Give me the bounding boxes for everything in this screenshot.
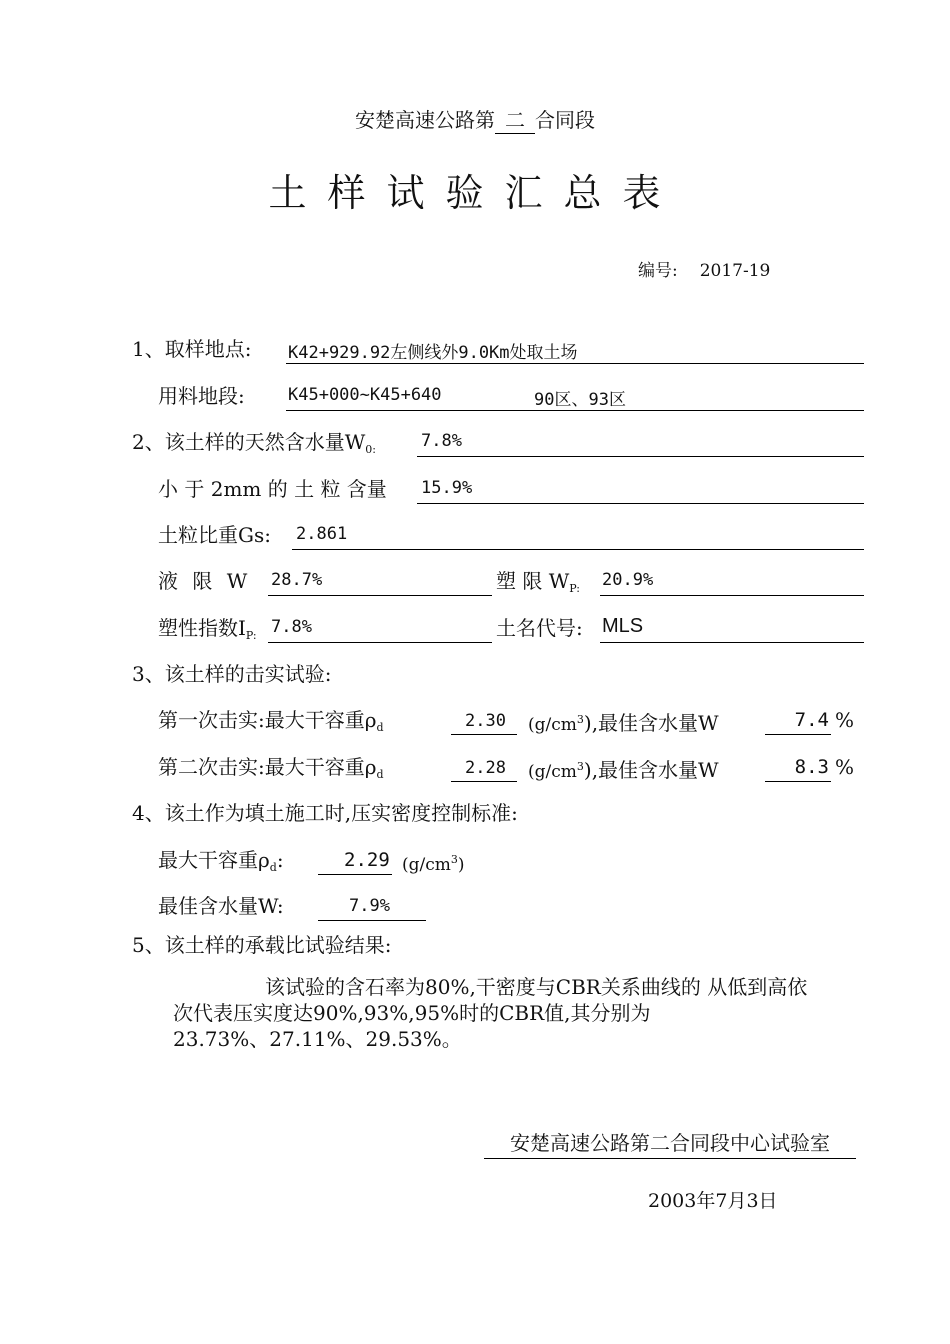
- sampling-location-value: K42+929.92左侧线外9.0Km处取土场: [288, 343, 578, 363]
- trial2-percent: %: [835, 755, 855, 779]
- fines-content-label: 小 于 2mm 的 土 粒 含量: [158, 477, 387, 501]
- cbr-heading: 5、该土样的承载比试验结果:: [132, 933, 392, 957]
- project-suffix: 合同段: [535, 108, 595, 132]
- soil-code-value: MLS: [602, 615, 644, 637]
- material-section-label: 用料地段:: [158, 384, 245, 408]
- std-density-sub: d: [269, 861, 277, 874]
- material-section-field: [286, 383, 864, 411]
- cbr-result-paragraph: [173, 974, 863, 1052]
- project-heading: [0, 104, 950, 134]
- std-density-field: [318, 847, 392, 875]
- contract-number: 二: [495, 104, 535, 134]
- natural-moisture-text: 2、该土样的天然含水量W: [132, 430, 366, 454]
- trial2-unit-sup: 3: [576, 760, 584, 773]
- trial2-unit: [528, 754, 719, 785]
- std-unit-open: (g/cm: [402, 855, 451, 875]
- std-unit-close: ): [457, 855, 465, 875]
- trial1-density-field: [451, 707, 517, 735]
- trial1-density-sub: d: [376, 721, 384, 734]
- project-prefix: 安楚高速公路第: [355, 108, 495, 132]
- material-section-value: K45+000~K45+640: [288, 385, 442, 405]
- specific-gravity-value: 2.861: [296, 524, 348, 544]
- trial1-unit-sup: 3: [576, 713, 584, 726]
- page-title: 土样试验汇总表: [268, 171, 682, 215]
- lab-signature: 安楚高速公路第二合同段中心试验室: [484, 1127, 856, 1159]
- std-density-colon: :: [276, 848, 284, 872]
- plastic-limit-value: 20.9%: [602, 570, 654, 590]
- trial2-label: 第二次击实:最大干容重ρ: [158, 755, 377, 779]
- cbr-line-1: 该试验的含石率为80%,干密度与CBR关系曲线的 从低到高依: [265, 975, 808, 999]
- sampling-location-field: [286, 336, 864, 364]
- liquid-limit-value: 28.7%: [271, 570, 323, 590]
- trial1-moisture-value: 7.4: [794, 709, 829, 731]
- std-density-value: 2.29: [344, 849, 390, 871]
- soil-code-label: 土名代号:: [496, 616, 583, 640]
- doc-no-value: 2017-19: [699, 261, 771, 281]
- plastic-limit-field: [600, 568, 864, 596]
- plasticity-index-label: [158, 615, 257, 649]
- plasticity-index-text: 塑性指数I: [158, 616, 246, 640]
- plasticity-index-value: 7.8%: [271, 617, 312, 637]
- document-number: [638, 256, 770, 281]
- trial1-unit-open: (g/cm: [528, 715, 577, 735]
- zones-value: 90区、93区: [534, 390, 626, 410]
- plastic-limit-sub: P:: [569, 582, 580, 595]
- plastic-limit-text: 塑 限 W: [496, 569, 570, 593]
- natural-moisture-sub: 0:: [365, 443, 376, 456]
- fines-content-value: 15.9%: [421, 478, 473, 498]
- plastic-limit-label: [496, 568, 580, 602]
- trial1-density-value: 2.30: [465, 711, 506, 731]
- specific-gravity-field: [292, 522, 864, 550]
- trial1-moisture-field: [765, 707, 831, 735]
- natural-moisture-label: [132, 429, 376, 463]
- compaction-standard-heading: 4、该土作为填土施工时,压实密度控制标准:: [132, 801, 518, 825]
- natural-moisture-value: 7.8%: [421, 431, 462, 451]
- doc-no-label: 编号:: [638, 261, 678, 281]
- trial2-unit-close: ),最佳含水量W: [583, 758, 719, 782]
- std-moisture-value: 7.9%: [349, 896, 390, 916]
- soil-code-field: [600, 615, 864, 643]
- trial2-density-sub: d: [376, 768, 384, 781]
- cbr-line-2: 次代表压实度达90%,93%,95%时的CBR值,其分别为: [173, 1001, 651, 1025]
- trial2-density-field: [451, 754, 517, 782]
- trial2-moisture-field: [765, 754, 831, 782]
- specific-gravity-label: 土粒比重Gs:: [158, 523, 271, 547]
- report-date: 2003年7月3日: [648, 1190, 778, 1212]
- fines-content-field: [417, 476, 864, 504]
- std-density-unit: [402, 847, 465, 878]
- plasticity-index-field: [268, 615, 492, 643]
- compaction-heading: 3、该土样的击实试验:: [132, 662, 332, 686]
- liquid-limit-field: [268, 568, 492, 596]
- trial1-unit: [528, 707, 719, 738]
- cbr-line-3: 23.73%、27.11%、29.53%。: [173, 1027, 462, 1051]
- std-unit-sup: 3: [450, 853, 458, 866]
- trial2-density-value: 2.28: [465, 758, 506, 778]
- std-density-label: [158, 847, 284, 881]
- trial2-moisture-value: 8.3: [794, 756, 829, 778]
- std-moisture-field: [318, 893, 426, 921]
- std-moisture-label: 最佳含水量W:: [158, 894, 284, 918]
- std-density-text: 最大干容重ρ: [158, 848, 270, 872]
- natural-moisture-field: [417, 429, 864, 457]
- trial1-percent: %: [835, 708, 855, 732]
- sampling-location-label: 1、取样地点:: [132, 337, 252, 361]
- plasticity-index-sub: P:: [245, 629, 257, 642]
- liquid-limit-label: 液 限 W: [158, 569, 252, 593]
- trial2-unit-open: (g/cm: [528, 762, 577, 782]
- compaction-trial-2: [158, 754, 384, 788]
- trial1-unit-close: ),最佳含水量W: [583, 711, 719, 735]
- trial1-label: 第一次击实:最大干容重ρ: [158, 708, 377, 732]
- compaction-trial-1: [158, 707, 384, 741]
